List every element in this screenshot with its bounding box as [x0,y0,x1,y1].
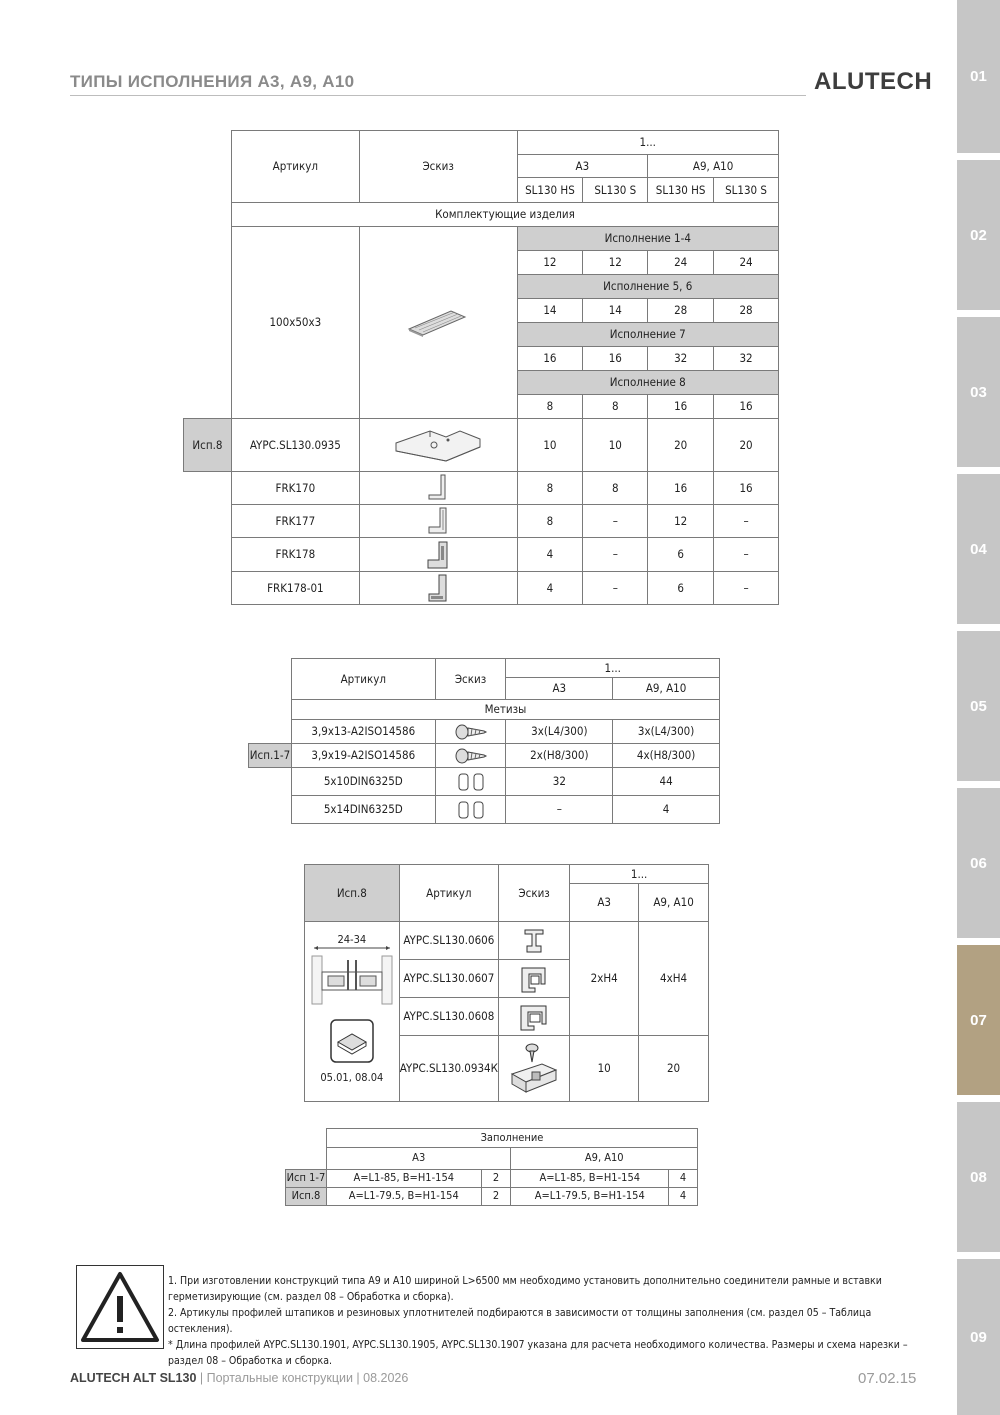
row-sketch [359,472,517,505]
cell: 14 [517,299,583,323]
cell: 20 [714,419,779,472]
sub-header: SL130 HS [648,178,714,203]
side-label: Исп.8 [286,1188,327,1206]
cell: 4 [669,1188,698,1206]
screw-icon [454,747,488,765]
note-1: 1. При изготовлении конструкций типа А9 и А10 шириной L>6500 мм необходимо установить дополнительно соединители рамные и вставки герметизирующие (см. раздел 08 – Обработка и сборка). [168,1275,882,1303]
table-row [249,744,720,768]
row-sketch [498,1036,569,1102]
cell: 28 [648,299,714,323]
cell: – [583,538,648,572]
row-sketch [435,720,506,744]
cell: 20 [648,419,714,472]
corner-connector-icon [423,506,453,536]
col-a3: А3 [326,1148,511,1170]
row-article: AYPC.SL130.0606 [399,922,498,960]
row-article: 3,9х13-А2ISO14586 [291,720,435,744]
plate-sketch-icon [403,303,473,343]
cell: 8 [517,472,583,505]
glazing-bead-icon [519,964,549,994]
row-sketch [359,505,517,538]
cell: 3х(L4/300) [613,720,720,744]
cell: 6 [648,572,714,605]
fasteners-table [248,658,720,824]
corner-connector-icon [423,473,453,503]
row-article: FRK177 [231,505,359,538]
cell: – [583,505,648,538]
cell: 12 [648,505,714,538]
row-article: AYPC.SL130.0607 [399,960,498,998]
cell: 28 [714,299,779,323]
cell: 6 [648,538,714,572]
row-article: FRK178 [231,538,359,572]
row-article: FRK170 [231,472,359,505]
reference-label: 05.01, 08.04 [320,1071,384,1085]
table-row [184,505,779,538]
col-fill: Заполнение [326,1129,697,1148]
cell: 4 [669,1170,698,1188]
cell: 16 [517,347,583,371]
cell: 4х(H8/300) [613,744,720,768]
tab-06[interactable]: 06 [957,788,1000,938]
cell: 4 [517,538,583,572]
section-label: Метизы [291,700,719,720]
footer [70,1371,408,1385]
col-a3: А3 [570,884,639,922]
col-sketch: Эскиз [498,865,569,922]
dimension-label: 24-34 [337,933,367,946]
variant-label: Исполнение 1-4 [517,227,779,251]
tab-02[interactable]: 02 [957,160,1000,310]
screw-icon [454,723,488,741]
cell: 32 [714,347,779,371]
col-a3: А3 [506,678,613,700]
cell: 8 [517,395,583,419]
cell: 3х(L4/300) [506,720,613,744]
variant-label: Исполнение 7 [517,323,779,347]
cell: – [714,572,779,605]
table-row [286,1170,698,1188]
dowel-pin-icon [456,772,486,792]
group-a9: 4хН4 [639,922,709,1036]
cell: 2 [481,1170,511,1188]
notes [168,1273,928,1369]
cell: 24 [714,251,779,275]
sub-header: SL130 S [583,178,648,203]
side-label: Исп 1-7 [286,1170,327,1188]
row-article: AYPC.SL130.0935 [231,419,359,472]
col-sketch: Эскиз [359,131,517,203]
tab-05[interactable]: 05 [957,631,1000,781]
tab-08[interactable]: 08 [957,1102,1000,1252]
cell: – [506,796,613,824]
page-title: ТИПЫ ИСПОЛНЕНИЯ А3, А9, А10 [70,72,355,91]
profile-table [304,864,709,1102]
col-article: Артикул [231,131,359,203]
cell: 4 [613,796,720,824]
item-sketch [359,227,517,419]
col-qty: 1... [570,865,709,884]
cell: – [583,572,648,605]
col-a9a10: А9, А10 [613,678,720,700]
group-a3: 2хН4 [570,922,639,1036]
item-article: 100х50х3 [231,227,359,419]
col-article: Артикул [399,865,498,922]
row-sketch [359,572,517,605]
sealing-insert-icon [506,1040,562,1098]
table-row [184,419,779,472]
cell: 10 [570,1036,639,1102]
assembly-cell [305,922,400,1102]
table-row [184,572,779,605]
footer-brand: ALUTECH ALT SL130 [70,1371,197,1385]
cell: 12 [583,251,648,275]
header-divider [70,95,806,96]
brand-logo: ALUTECH [814,68,933,95]
glazing-bead-icon [521,926,547,956]
tab-07[interactable]: 07 [957,945,1000,1095]
sub-header: SL130 HS [517,178,583,203]
table-row [184,472,779,505]
row-sketch [359,538,517,572]
row-article: 5х10DIN6325D [291,768,435,796]
cell: 20 [639,1036,709,1102]
table-row [249,768,720,796]
side-label: Исп.8 [184,419,232,472]
variant-label: Исполнение 5, 6 [517,275,779,299]
row-article: AYPC.SL130.0608 [399,998,498,1036]
col-sketch: Эскиз [435,659,506,700]
processing-book-icon [329,1018,375,1064]
cell: – [714,505,779,538]
cell: 8 [583,395,648,419]
col-isp: Исп.8 [305,865,400,922]
section-drawing-icon [308,946,396,1014]
cell: 2х(H8/300) [506,744,613,768]
variant-label: Исполнение 8 [517,371,779,395]
section-label: Комплектующие изделия [231,203,778,227]
cell: 24 [648,251,714,275]
footer-meta: | Портальные конструкции | 08.2026 [196,1371,409,1385]
cell: 14 [583,299,648,323]
cell: 16 [714,395,779,419]
col-article: Артикул [291,659,435,700]
cell: A=L1-85, B=H1-154 [326,1170,481,1188]
row-sketch [435,744,506,768]
table-row [184,538,779,572]
row-sketch [359,419,517,472]
glazing-bead-icon [518,1002,550,1032]
page-number: 07.02.15 [858,1370,917,1387]
table-row [249,720,720,744]
cell: 16 [648,472,714,505]
col-a9a10: А9, А10 [648,155,779,178]
warning-box [76,1265,164,1349]
row-sketch [498,998,569,1036]
row-sketch [498,922,569,960]
cell: 16 [583,347,648,371]
tab-09[interactable]: 09 [957,1259,1000,1415]
col-qty: 1... [517,131,779,155]
cell: 10 [517,419,583,472]
cell: 16 [714,472,779,505]
cell: 8 [583,472,648,505]
note-3: * Длина профилей AYPC.SL130.1901, AYPC.SL130.1905, AYPC.SL130.1907 указана для расчета необходимого количества. Размеры и схема нарезки – раздел 08 – Обработка и сборка. [168,1339,908,1367]
col-a3: А3 [517,155,648,178]
section-tabs [957,0,1000,1415]
cell: 32 [506,768,613,796]
row-article: FRK178-01 [231,572,359,605]
sub-header: SL130 S [714,178,779,203]
table-row [249,796,720,824]
cell: 44 [613,768,720,796]
cell: A=L1-85, B=H1-154 [511,1170,669,1188]
connector-bracket-icon [390,421,486,469]
table-row [286,1188,698,1206]
cell: A=L1-79.5, B=H1-154 [326,1188,481,1206]
col-a9a10: А9, А10 [639,884,709,922]
side-label: Исп.1-7 [249,744,292,768]
dowel-pin-icon [456,800,486,820]
components-table [183,130,779,605]
row-sketch [435,796,506,824]
corner-connector-icon [423,540,453,570]
col-a9a10: А9, А10 [511,1148,698,1170]
row-article: 5х14DIN6325D [291,796,435,824]
row-article: AYPC.SL130.0934К [399,1036,498,1102]
cell: 10 [583,419,648,472]
cell: – [714,538,779,572]
col-qty: 1... [506,659,720,678]
row-sketch [498,960,569,998]
warning-icon [77,1266,163,1348]
cell: 12 [517,251,583,275]
cell: 2 [481,1188,511,1206]
row-sketch [435,768,506,796]
cell: 8 [517,505,583,538]
cell: 16 [648,395,714,419]
filling-table [285,1128,698,1206]
tab-04[interactable]: 04 [957,474,1000,624]
cell: 4 [517,572,583,605]
corner-connector-icon [423,573,453,603]
row-article: 3,9х19-А2ISO14586 [291,744,435,768]
tab-03[interactable]: 03 [957,317,1000,467]
tab-01[interactable]: 01 [957,0,1000,153]
cell: 32 [648,347,714,371]
cell: A=L1-79.5, B=H1-154 [511,1188,669,1206]
note-2: 2. Артикулы профилей штапиков и резиновых уплотнителей подбираются в зависимости от толщины заполнения (см. раздел 05 – Таблица остекления). [168,1307,872,1335]
